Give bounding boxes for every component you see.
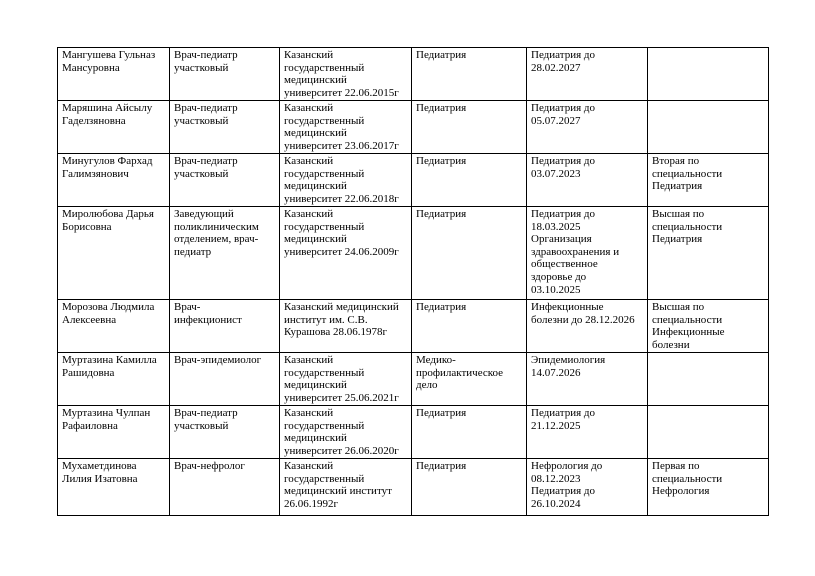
education: Казанский государственный медицинский институт 26.06.1992г: [284, 460, 392, 510]
certificate: Эпидемиология 14.07.2026: [531, 354, 606, 379]
position-cell: [170, 207, 280, 300]
category-cell: [648, 459, 769, 516]
specialty: Педиатрия: [416, 49, 467, 61]
employee-name: Миролюбова Дарья Борисовна: [62, 208, 154, 233]
specialty: Педиатрия: [416, 155, 467, 167]
education: Казанский государственный медицинский университет 25.06.2021г: [284, 354, 399, 404]
certificate-cell: [527, 101, 648, 154]
table-row: [58, 48, 769, 101]
certificate-cell: [527, 406, 648, 459]
specialty: Медико- профилактическое дело: [416, 354, 504, 392]
education-cell: [280, 48, 412, 101]
qualification-category: Первая по специальности Нефрология: [652, 460, 723, 498]
position-cell: [170, 48, 280, 101]
specialty-cell: [412, 101, 527, 154]
specialty-cell: [412, 300, 527, 353]
position-cell: [170, 154, 280, 207]
category-cell: [648, 207, 769, 300]
specialty-cell: [412, 48, 527, 101]
employee-name-cell: [58, 48, 170, 101]
qualification-category: Высшая по специальности Педиатрия: [652, 208, 723, 246]
certificate-cell: [527, 48, 648, 101]
education: Казанский государственный медицинский университет 26.06.2020г: [284, 407, 399, 457]
education-cell: [280, 101, 412, 154]
position-cell: [170, 101, 280, 154]
employee-name: Мангушева Гульназ Мансуровна: [62, 49, 156, 74]
position-cell: [170, 406, 280, 459]
position: Врач- инфекционист: [174, 301, 242, 326]
position-cell: [170, 353, 280, 406]
certificate: Нефрология до 08.12.2023 Педиатрия до 26.10.2024: [531, 460, 603, 510]
certificate-cell: [527, 300, 648, 353]
category-cell: [648, 300, 769, 353]
certificate: Педиатрия до 03.07.2023: [531, 155, 595, 180]
position: Врач-эпидемиолог: [174, 354, 262, 366]
category-cell: [648, 101, 769, 154]
employee-name-cell: [58, 406, 170, 459]
table-row: [58, 353, 769, 406]
category-cell: [648, 154, 769, 207]
category-cell: [648, 48, 769, 101]
specialty: Педиатрия: [416, 407, 467, 419]
education: Казанский государственный медицинский университет 24.06.2009г: [284, 208, 399, 258]
certificate-cell: [527, 207, 648, 300]
education: Казанский государственный медицинский университет 22.06.2018г: [284, 155, 399, 205]
certificate: Педиатрия до 21.12.2025: [531, 407, 595, 432]
specialty: Педиатрия: [416, 102, 467, 114]
employee-name: Муртазина Камилла Рашидовна: [62, 354, 157, 379]
education: Казанский медицинский институт им. С.В. Курашова 28.06.1978г: [284, 301, 399, 339]
table-row: [58, 154, 769, 207]
employee-name: Мухаметдинова Лилия Изатовна: [62, 460, 138, 485]
certificate-cell: [527, 459, 648, 516]
education: Казанский государственный медицинский университет 23.06.2017г: [284, 102, 399, 152]
position-cell: [170, 459, 280, 516]
category-cell: [648, 353, 769, 406]
table-row: [58, 406, 769, 459]
table-row: [58, 101, 769, 154]
table-row: [58, 300, 769, 353]
certificate: Инфекционные болезни до 28.12.2026: [531, 301, 635, 326]
education: Казанский государственный медицинский университет 22.06.2015г: [284, 49, 399, 99]
specialty-cell: [412, 406, 527, 459]
certificate-cell: [527, 154, 648, 207]
position: Врач-нефролог: [174, 460, 245, 472]
position: Врач-педиатр участковый: [174, 407, 238, 432]
education-cell: [280, 207, 412, 300]
specialty: Педиатрия: [416, 460, 467, 472]
employee-name-cell: [58, 207, 170, 300]
table-row: [58, 459, 769, 516]
education-cell: [280, 406, 412, 459]
certificate: Педиатрия до 18.03.2025 Организация здравоохранения и общественное здоровье до 03.10.2025: [531, 208, 620, 296]
employee-name-cell: [58, 154, 170, 207]
specialty-cell: [412, 207, 527, 300]
position-cell: [170, 300, 280, 353]
position: Врач-педиатр участковый: [174, 102, 238, 127]
specialty: Педиатрия: [416, 208, 467, 220]
employee-name-cell: [58, 459, 170, 516]
position: Врач-педиатр участковый: [174, 155, 238, 180]
certificate-cell: [527, 353, 648, 406]
certificate: Педиатрия до 05.07.2027: [531, 102, 595, 127]
employee-name-cell: [58, 300, 170, 353]
education-cell: [280, 300, 412, 353]
employee-name-cell: [58, 353, 170, 406]
specialty-cell: [412, 353, 527, 406]
position: Заведующий поликлиническим отделением, врач- педиатр: [174, 208, 259, 258]
qualification-category: Вторая по специальности Педиатрия: [652, 155, 723, 193]
education-cell: [280, 154, 412, 207]
certificate: Педиатрия до 28.02.2027: [531, 49, 595, 74]
category-cell: [648, 406, 769, 459]
employee-name: Маряшина Айсылу Гаделзяновна: [62, 102, 153, 127]
employee-name-cell: [58, 101, 170, 154]
staff-table: [57, 47, 769, 516]
specialty-cell: [412, 154, 527, 207]
employee-name: Морозова Людмила Алексеевна: [62, 301, 155, 326]
education-cell: [280, 353, 412, 406]
education-cell: [280, 459, 412, 516]
employee-name: Минугулов Фархад Галимзянович: [62, 155, 153, 180]
specialty: Педиатрия: [416, 301, 467, 313]
position: Врач-педиатр участковый: [174, 49, 238, 74]
employee-name: Муртазина Чулпан Рафаиловна: [62, 407, 151, 432]
specialty-cell: [412, 459, 527, 516]
table-row: [58, 207, 769, 300]
qualification-category: Высшая по специальности Инфекционные болезни: [652, 301, 725, 351]
